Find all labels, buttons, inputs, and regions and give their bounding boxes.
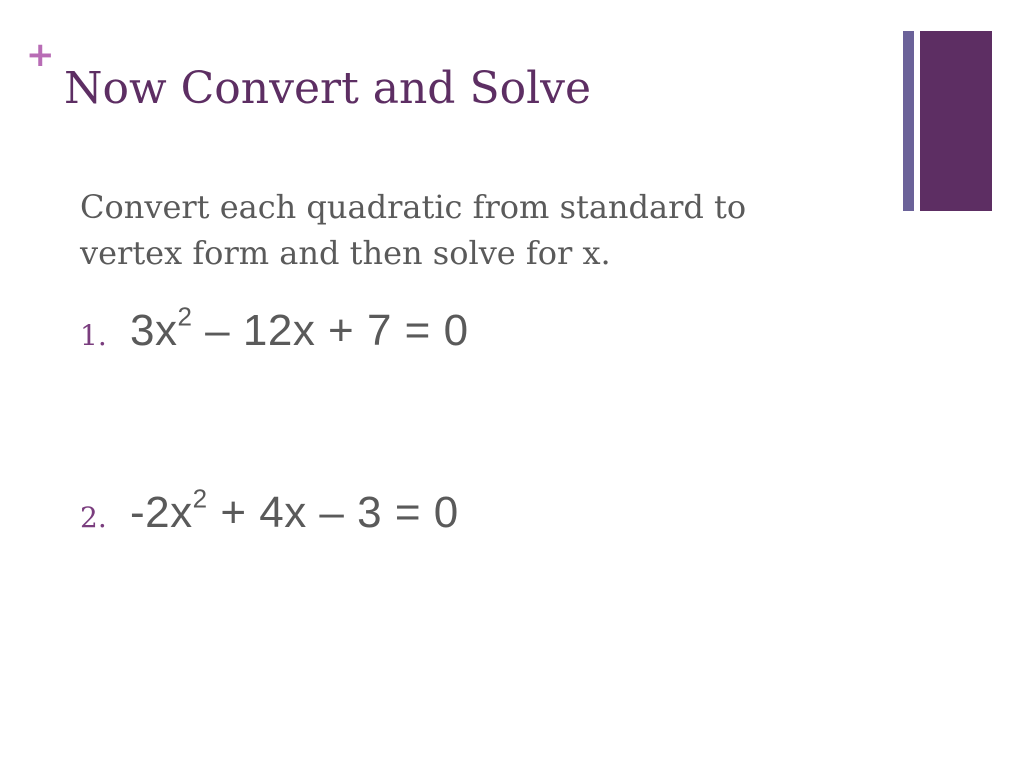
problem-1-equation — [130, 301, 469, 356]
intro-line-1: Convert each quadratic from standard to — [80, 188, 747, 226]
decorative-bar-thin — [903, 31, 914, 211]
decorative-bar-thick — [920, 31, 992, 211]
problem-2 — [80, 483, 459, 538]
problem-1-rest: – 12x + 7 = 0 — [192, 306, 469, 355]
problem-1 — [80, 301, 469, 356]
problem-2-equation — [130, 483, 459, 538]
intro-line-2: vertex form and then solve for x. — [80, 234, 611, 272]
problem-1-term: 3x — [130, 306, 178, 355]
problem-2-exponent: 2 — [192, 483, 208, 514]
problem-1-number: 1. — [80, 319, 107, 352]
problem-1-exponent: 2 — [177, 301, 193, 332]
intro-text — [80, 184, 840, 276]
problem-2-number: 2. — [80, 501, 107, 534]
problem-2-term: -2x — [130, 488, 193, 537]
plus-icon: + — [26, 35, 55, 75]
slide-title: Now Convert and Solve — [64, 63, 592, 114]
problem-2-rest: + 4x – 3 = 0 — [207, 488, 459, 537]
